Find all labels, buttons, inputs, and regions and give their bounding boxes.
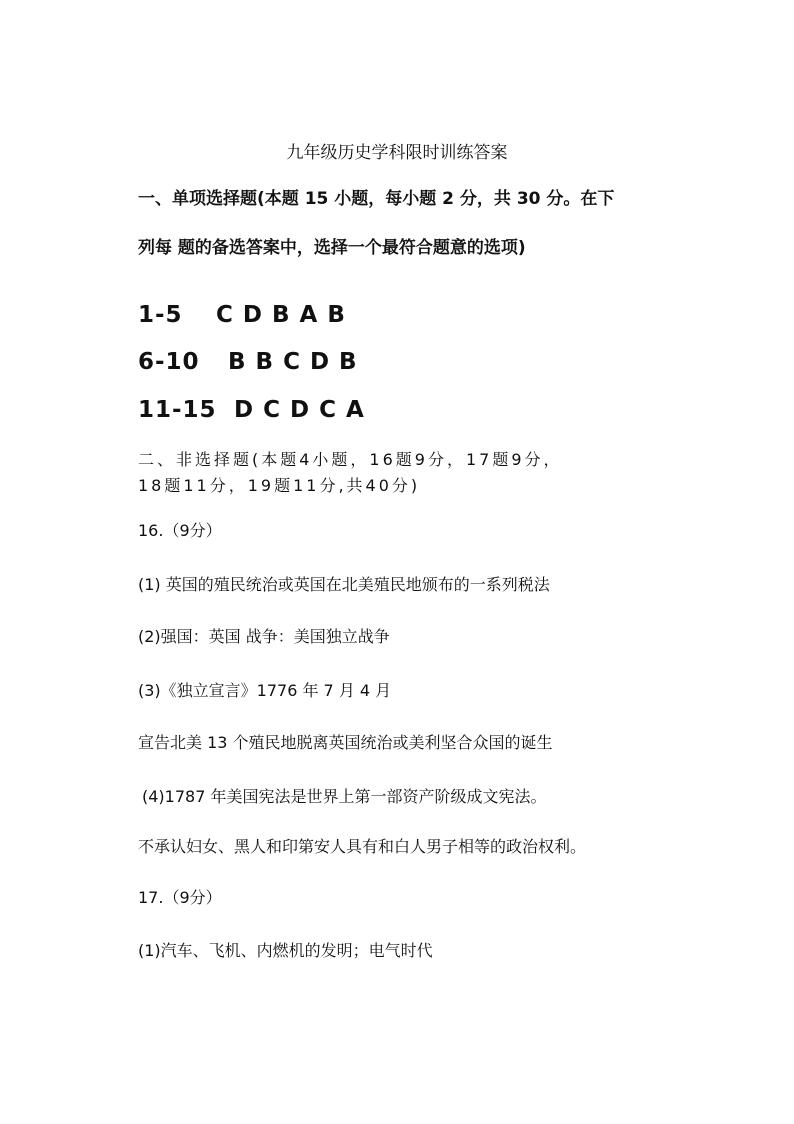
section1-heading-line1: 一、单项选择题(本题 15 小题，每小题 2 分，共 30 分。在下 xyxy=(138,189,615,209)
question-17-heading: 17.（9分） xyxy=(138,888,222,907)
answer-row xyxy=(138,302,346,328)
answer-letters: C D B A B xyxy=(216,302,346,328)
answer-letters: B B C D B xyxy=(228,349,358,375)
answer-range: 11-15 xyxy=(138,397,217,423)
answer-range: 1-5 xyxy=(138,302,183,328)
question-16-heading: 16.（9分） xyxy=(138,521,222,540)
answer-row xyxy=(138,397,365,423)
q16-answer-line: (4)1787 年美国宪法是世界上第一部资产阶级成文宪法。 xyxy=(142,787,547,806)
answer-range: 6-10 xyxy=(138,349,200,375)
section2-heading-line2: 18题11分，19题11分,共40分) xyxy=(138,476,421,495)
q16-answer-line: 不承认妇女、黑人和印第安人具有和白人男子相等的政治权利。 xyxy=(138,837,587,856)
q16-answer-line: (2)强国：英国 战争：美国独立战争 xyxy=(138,627,390,646)
q16-answer-line: (1) 英国的殖民统治或英国在北美殖民地颁布的一系列税法 xyxy=(138,575,550,594)
answer-letters: D C D C A xyxy=(234,397,365,423)
answer-row xyxy=(138,349,358,375)
document-title: 九年级历史学科限时训练答案 xyxy=(286,143,508,163)
section1-heading-line2: 列每 题的备选答案中，选择一个最符合题意的选项) xyxy=(138,238,526,258)
q16-answer-line: 宣告北美 13 个殖民地脱离英国统治或美利坚合众国的诞生 xyxy=(138,733,553,752)
q16-answer-line: (3)《独立宣言》1776 年 7 月 4 月 xyxy=(138,681,392,700)
q17-answer-line: (1)汽车、飞机、内燃机的发明；电气时代 xyxy=(138,941,433,960)
section2-heading-line1: 二、非选择题(本题4小题，16题9分，17题9分， xyxy=(138,450,563,469)
